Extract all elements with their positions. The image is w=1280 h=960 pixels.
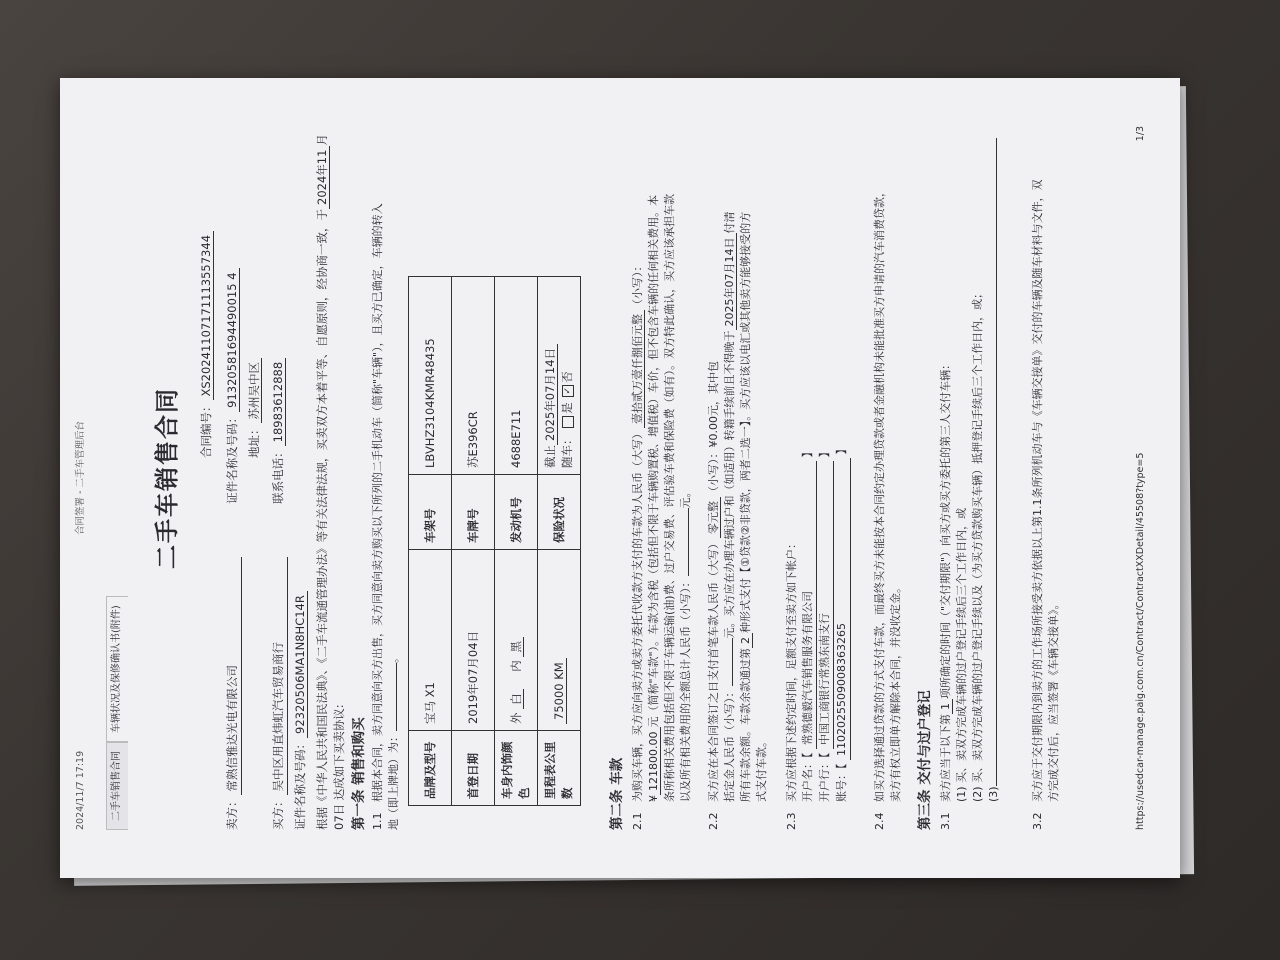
no-label: 否 bbox=[560, 371, 574, 383]
checkbox-yes[interactable] bbox=[562, 416, 574, 428]
account-number: 1102025509008363265 bbox=[834, 458, 851, 760]
delivery-option-3-blank bbox=[996, 138, 997, 786]
balance-due-date: 2025年07月14日 bbox=[723, 234, 737, 331]
engine-label: 发动机号 bbox=[495, 475, 538, 550]
color-in-label: 内 bbox=[508, 660, 523, 672]
clause-2-1-d-end: 元。 bbox=[678, 486, 692, 509]
clause-2-1-c: 条所称相关费用包括但不限于车辆运输(油)费、过户交易费、评估验车费和保险费（如有）。双方特此确认，买方应该承担车款 bbox=[662, 193, 676, 802]
table-row bbox=[495, 277, 538, 806]
insurance-value bbox=[538, 277, 581, 475]
plate-label: 车牌号 bbox=[452, 475, 495, 550]
clause-3-2 bbox=[1030, 126, 1062, 830]
clause-2-2 bbox=[706, 126, 770, 830]
buyer-tel-label: 联系电话： bbox=[271, 446, 285, 504]
doc-tabs bbox=[106, 596, 128, 830]
vin-label: 车架号 bbox=[409, 475, 452, 550]
clause-2-4-b: 卖方有权立即单方解除本合同，并没收定金。 bbox=[888, 582, 902, 802]
clause-2-2-a-end: 元，其中包 bbox=[707, 361, 720, 416]
yes-label: 是 bbox=[560, 402, 574, 414]
first-payment-words: 零元整 bbox=[707, 497, 721, 538]
clause-1-1-text: 根据本合同，卖方同意向买方出售，买方同意向卖方购买以下所列的二手机动车（简称"车辆"），且买方已确定，车辆的转入 bbox=[371, 203, 384, 802]
clause-2-1 bbox=[630, 126, 694, 830]
clause-3-2-a: 买方应于交付期限内到卖方的工作场所接受卖方依据以上第1.1条所列机动车与《车辆交接单》交付的车辆及随车材料与文件，双 bbox=[1031, 179, 1044, 802]
clause-3-1-text: 卖方应当于以下第 bbox=[939, 714, 952, 802]
buyer-id-row bbox=[292, 591, 309, 830]
delivery-option-1: (1) 买、卖双方完成车辆的过户登记手续后三个工作日内，或 bbox=[954, 507, 968, 802]
print-datetime: 2024/11/7 17:19 bbox=[75, 750, 86, 830]
clause-2-2-b-end: 付清 bbox=[722, 211, 736, 234]
seller-row bbox=[224, 268, 242, 830]
color-out-label: 外 bbox=[508, 712, 523, 724]
account-label: 账号： bbox=[834, 769, 848, 802]
reg-label: 首登日期 bbox=[452, 731, 495, 806]
clause-number: 2.2 bbox=[707, 812, 720, 830]
clause-3-1-end: 项所确定的时间（"交付期限"）向买方或买方委托的第三人交付车辆： bbox=[939, 358, 952, 699]
contract-page bbox=[60, 78, 1180, 878]
ins-until: 2025年07月14日 bbox=[543, 344, 558, 445]
price-in-words: 壹拾贰万壹仟捌佰元整 bbox=[631, 310, 645, 428]
delivery-option-2: (2) 买、卖双方完成车辆的过户登记手续以及（为买方贷款购买车辆）抵押登记手续后三个工作日内，或； bbox=[970, 287, 984, 802]
vin-value: LBVHZ3104KMR48435 bbox=[409, 277, 452, 475]
clause-2-2-b-mid: 元。买方应在办理车辆过户和（如适用）转籍手续前且不得晚于 bbox=[722, 330, 736, 639]
deposit-blank bbox=[732, 639, 733, 687]
first-payment-number: ¥0.00 bbox=[707, 416, 720, 448]
seller-id-label: 证件名称及号码： bbox=[225, 411, 239, 504]
buyer-name: 吴中区用直炜虹汽车贸易商行 bbox=[270, 558, 288, 796]
delivery-option-3: (3) bbox=[986, 786, 1000, 802]
section-2-title: 第二条 车款 bbox=[609, 757, 625, 830]
delivery-option: 1 bbox=[939, 699, 953, 714]
checkbox-no[interactable]: ✓ bbox=[562, 385, 574, 397]
clause-number: 3.1 bbox=[939, 812, 952, 830]
plate-location bbox=[396, 663, 397, 731]
seller-name: 常熟信雅达光电有限公司 bbox=[224, 558, 242, 796]
contract-no-label: 合同编号： bbox=[199, 400, 213, 458]
contract-paper bbox=[60, 78, 1180, 878]
color-in: 黑 bbox=[509, 637, 524, 657]
currency-symbol: ¥ bbox=[646, 795, 660, 802]
clause-3-1 bbox=[938, 126, 1002, 830]
color-value bbox=[495, 550, 538, 731]
seller-id: 91320581694490015 4 bbox=[225, 268, 240, 411]
reg-value: 2019年07月04日 bbox=[452, 550, 495, 731]
color-label: 车身内饰颜色 bbox=[495, 731, 538, 806]
ins-with-label: 随车： bbox=[560, 433, 574, 468]
seller-addr-row bbox=[246, 358, 263, 458]
clause-1-1-text-b: 地（即上牌地）为： bbox=[386, 731, 400, 830]
clause-2-1-a: 为购买车辆，买方应向卖方或卖方委托代收款方支付的车款为人民币（大写） bbox=[631, 428, 644, 802]
clause-3-2-b: 方完成交付后，应当签署《车辆交接单》。 bbox=[1046, 598, 1060, 802]
buyer-id: 92320506MA1N8HC14R bbox=[293, 591, 308, 738]
price-number: 121800.00 bbox=[647, 728, 661, 796]
clause-number: 2.1 bbox=[631, 812, 644, 830]
bank-account-name: 常熟德毅汽车销售服务有限公司 bbox=[800, 461, 817, 749]
clause-2-1-a-end: （小写）： bbox=[631, 260, 644, 310]
table-row bbox=[538, 277, 581, 806]
table-row bbox=[452, 277, 495, 806]
buyer-label: 买方： bbox=[271, 795, 285, 830]
engine-value: 4688E711 bbox=[495, 277, 538, 475]
print-source: 合同签署 - 二手车管理后台 bbox=[75, 421, 86, 535]
clause-2-3-text: 买方应根据下述约定时间，足额支付至卖方如下帐户： bbox=[785, 538, 798, 802]
seller-label: 卖方： bbox=[225, 795, 239, 830]
clause-2-4-a: 如买方选择通过贷款的方式支付车款，而最终买方未能按本合同约定办理贷款或者金融机构未能批准买方申请的汽车消费贷款， bbox=[873, 186, 886, 802]
contract-title: 二手车销售合同 bbox=[153, 387, 181, 569]
clause-2-2-c-mid: 种形式支付【①贷款②非贷款，两者二选一】。买方应该以电汇或其他卖方能够接受的方 bbox=[738, 211, 752, 633]
bank-name-label: 开户名： bbox=[800, 758, 814, 802]
tab-contract[interactable]: 二手车销售合同 bbox=[106, 742, 128, 830]
preamble-date: 2024年11 bbox=[315, 146, 330, 209]
clause-number: 3.2 bbox=[1031, 812, 1044, 830]
bank-label: 开户行： bbox=[817, 758, 831, 802]
clause-2-2-c: 所有车款余额。车款余款通过第 bbox=[738, 648, 752, 802]
brand-label: 品牌及型号 bbox=[409, 731, 452, 806]
payment-method: 2 bbox=[739, 633, 753, 648]
brand-value: 宝马 X1 bbox=[409, 550, 452, 731]
clause-2-2-a: 买方应在本合同签订之日支付首笔车款人民币（大写） bbox=[707, 538, 720, 802]
table-row bbox=[409, 277, 452, 806]
seller-addr-label: 地址： bbox=[247, 423, 261, 458]
bank-branch: 中国工商银行常熟东南支行 bbox=[817, 461, 834, 749]
clause-2-2-d: 式支付车款。 bbox=[754, 736, 768, 802]
insurance-label: 保险状况 bbox=[538, 475, 581, 550]
clause-1-1 bbox=[370, 126, 402, 830]
page-url: https://usedcar-manage.paig.com.cn/Contract/ContractXXDetail/45508?type=5 bbox=[1135, 452, 1146, 830]
clause-number: 2.3 bbox=[785, 812, 798, 830]
ins-until-label: 截止 bbox=[543, 445, 558, 468]
clause-number: 1.1 bbox=[371, 812, 384, 830]
section-1-title: 第一条 销售和购买 bbox=[351, 717, 367, 830]
plate-value: 苏E396CR bbox=[452, 277, 495, 475]
color-out: 白 bbox=[509, 689, 524, 709]
clause-2-2-b: 括定金人民币（小写）： bbox=[722, 686, 736, 802]
clause-2-2-a-mid: （小写）： bbox=[707, 447, 720, 497]
clause-number: 2.4 bbox=[873, 812, 886, 830]
mileage-value bbox=[538, 550, 581, 731]
clause-1-1-end: 。 bbox=[386, 652, 400, 663]
clause-2-4 bbox=[872, 126, 904, 830]
contract-no-value: XS20241107171113557344 bbox=[199, 231, 214, 401]
contract-number bbox=[198, 231, 215, 458]
mileage-number: 75000 KM bbox=[552, 658, 567, 724]
section-3-title: 第三条 交付与过户登记 bbox=[917, 690, 933, 830]
clause-2-3: 2.3买方应根据下述约定时间，足额支付至卖方如下帐户： 开户名：【 常熟德毅汽车销售服务有限公司 】 开户行：【 中国工商银行常熟东南支行 】 账号：【 1102025509008363265 】 bbox=[784, 126, 851, 830]
vehicle-table bbox=[408, 276, 581, 806]
buyer-id-label: 证件名称及号码： bbox=[293, 738, 307, 830]
preamble bbox=[314, 126, 347, 830]
buyer-tel: 18983612888 bbox=[271, 358, 286, 446]
page-number: 1/3 bbox=[1135, 126, 1146, 142]
clause-2-1-d: 以及所有相关费用的全额总计人民币（小写）： bbox=[678, 576, 692, 802]
tab-attachment[interactable]: 车辆状况及保修确认书(附件) bbox=[106, 596, 128, 742]
preamble-text: 根据《中华人民共和国民法典》、《二手车流通管理办法》等有关法律法规，买卖双方本着平等、自愿原则，经协商一致，于 bbox=[315, 209, 329, 830]
buyer-row bbox=[270, 358, 288, 830]
total-blank bbox=[688, 509, 689, 577]
clause-2-1-b: 元（简称"车款"）。车款为含税（包括但不限于车辆购置税、增值税）车价，但不包含车辆的任何相关费用。本 bbox=[646, 194, 660, 728]
preamble-text-2: 月07日 达成如下买卖协议: bbox=[315, 134, 346, 830]
mileage-label: 里程表公里数 bbox=[538, 731, 581, 806]
seller-addr: 苏州吴中区 bbox=[247, 358, 262, 424]
